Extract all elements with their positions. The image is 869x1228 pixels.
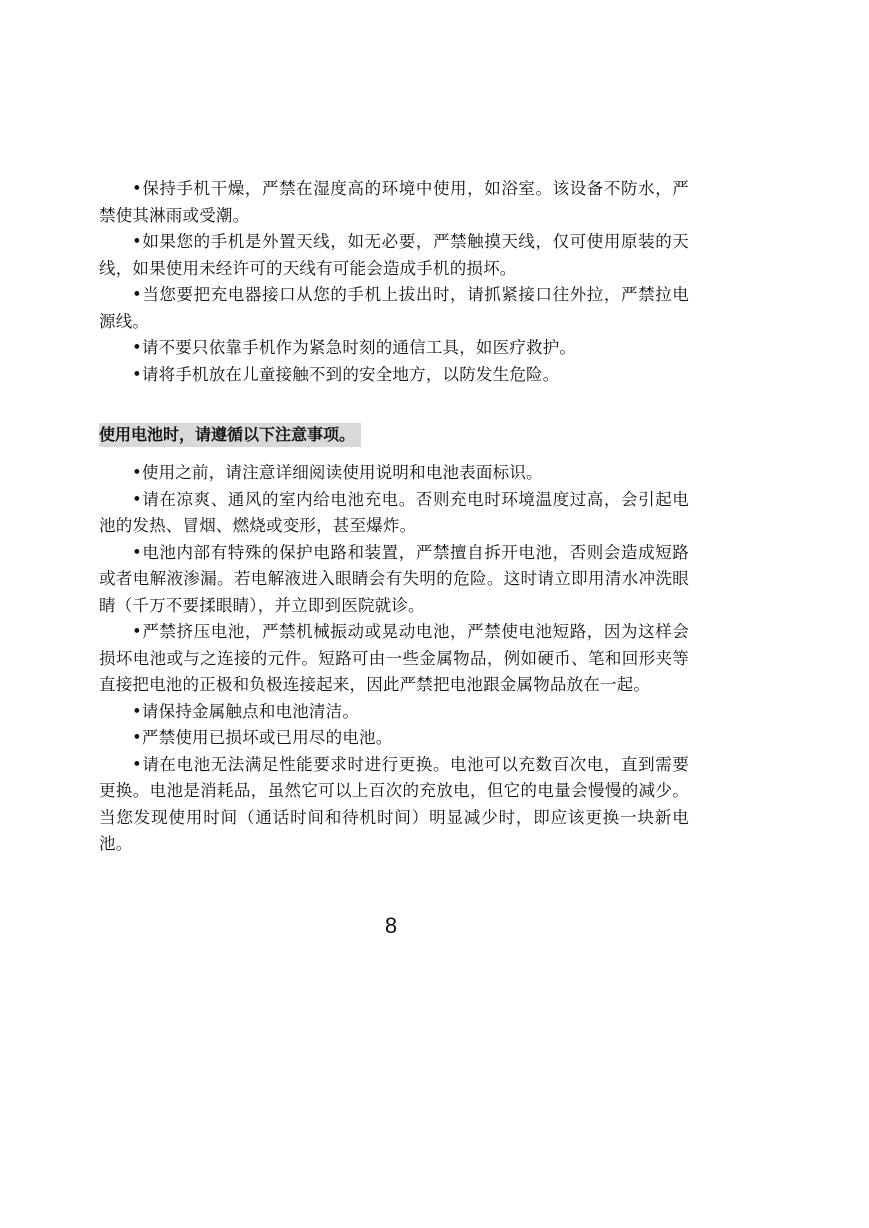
paragraph-children: •请将手机放在儿童接触不到的安全地方，以防发生危险。 (132, 364, 560, 384)
paragraph-keep-clean: •请保持金属触点和电池清洁。 (132, 701, 360, 721)
battery-safety-section (99, 460, 689, 858)
phone-safety-section (99, 176, 689, 388)
paragraph-damaged-battery: •严禁使用已损坏或已用尽的电池。 (132, 728, 393, 747)
paragraph-do-not-crush: •严禁挤压电池，严禁机械振动或晃动电池，严禁使电池短路，因为这样会损坏电池或与之连接的元件。短路可由一些金属物品，例如硬币、笔和回形夹等直接把电池的正极和负极连接起来，因此严禁把电池跟金属物品放在一起。 (99, 622, 689, 694)
paragraph-read-instructions: •使用之前，请注意详细阅读使用说明和电池表面标识。 (132, 463, 543, 482)
paragraph-replace-battery: •请在电池无法满足性能要求时进行更换。电池可以充数百次电，直到需要更换。电池是消耗品，虽然它可以上百次的充放电，但它的电量会慢慢的减少。当您发现使用时间（通话时间和待机时间）明显减少时，即应该更换一块新电池。 (99, 754, 689, 853)
battery-section-heading: 使用电池时，请遵循以下注意事项。 (99, 423, 361, 447)
paragraph-antenna: •如果您的手机是外置天线，如无必要，严禁触摸天线，仅可使用原装的天线，如果使用未经许可的天线有可能会造成手机的损坏。 (99, 232, 689, 278)
paragraph-emergency: •请不要只依靠手机作为紧急时刻的通信工具，如医疗救护。 (132, 338, 577, 357)
page-number: 8 (384, 913, 398, 938)
paragraph-keep-dry: •保持手机干燥，严禁在湿度高的环境中使用，如浴室。该设备不防水，严禁使其淋雨或受潮。 (99, 179, 689, 225)
paragraph-charger-plug: •当您要把充电器接口从您的手机上拔出时，请抓紧接口往外拉，严禁拉电源线。 (99, 285, 689, 331)
paragraph-do-not-disassemble: •电池内部有特殊的保护电路和装置，严禁擅自拆开电池，否则会造成短路或者电解液渗漏。若电解液进入眼睛会有失明的危险。这时请立即用清水冲洗眼睛（千万不要揉眼睛），并立即到医院就诊。 (99, 542, 689, 615)
paragraph-charging-environment: •请在凉爽、通风的室内给电池充电。否则充电时环境温度过高，会引起电池的发热、冒烟、燃烧或变形，甚至爆炸。 (99, 489, 689, 535)
